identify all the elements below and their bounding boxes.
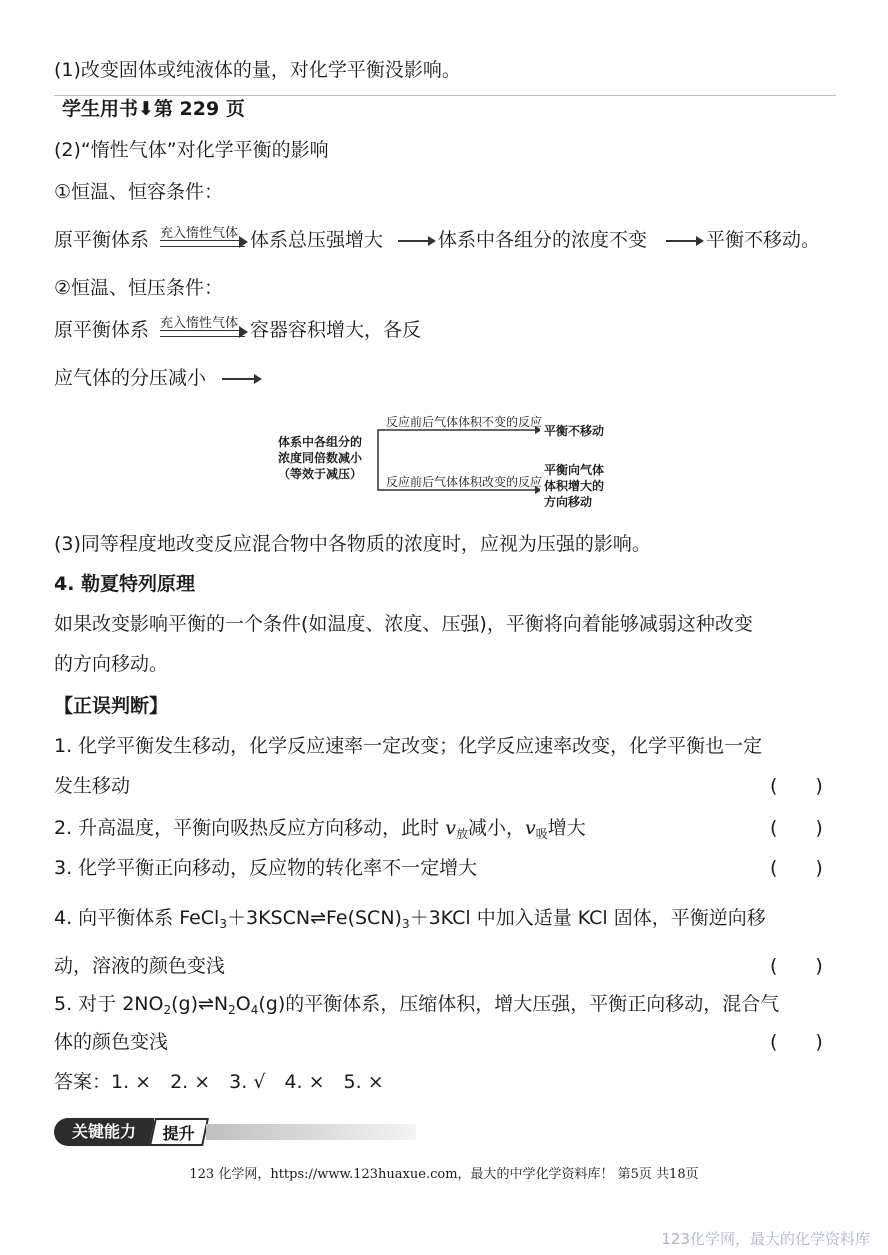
- diagram-left-line-2: 浓度同倍数减小: [278, 451, 363, 465]
- question-4-line-1: [54, 906, 766, 936]
- q4-text-c: Fe(SCN): [326, 907, 402, 929]
- diagram-top-label: 反应前后气体体积不变的反应: [386, 415, 543, 429]
- equilibrium-arrow-icon: ⇌: [198, 993, 214, 1015]
- q4-sub-a: 3: [219, 917, 227, 931]
- answer-line: 答案：1. × 2. × 3. √ 4. × 5. ×: [54, 1071, 384, 1093]
- diagram-left-line-3: （等效于减压）: [278, 467, 363, 481]
- answer-blank-4[interactable]: ( ): [770, 955, 823, 977]
- q5-sub-c1: 2: [228, 1003, 236, 1017]
- cond1-arrow-label: 充入惰性气体: [160, 226, 239, 241]
- watermark: 123化学网，最大的化学资料库: [661, 1230, 870, 1248]
- q4-sub-c: 3: [401, 917, 410, 931]
- judge-title: 【正误判断】: [54, 695, 169, 717]
- page-footer: 123 化学网，https://www.123huaxue.com，最大的中学化学资料库！ 第5页 共18页: [189, 1167, 699, 1182]
- question-5-line-2: 体的颜色变浅: [54, 1031, 169, 1053]
- q2-sub-absorb: 吸: [535, 827, 548, 841]
- header-rule: [54, 95, 836, 96]
- question-1-line-2: 发生移动: [54, 775, 131, 797]
- answer-blank-1[interactable]: ( ): [770, 775, 823, 797]
- cond2-line2: 应气体的分压减小: [54, 367, 207, 389]
- page-number: 第 229 页: [153, 98, 245, 120]
- q5-text-a: 5. 对于 2NO: [54, 993, 164, 1015]
- q5-text-d: (g)的平衡体系，压缩体积，增大压强，平衡正向移动，混合气: [258, 993, 780, 1015]
- q2-text-c: 增大: [547, 817, 586, 839]
- answer-blank-2[interactable]: ( ): [770, 817, 823, 839]
- answer-blank-5[interactable]: ( ): [770, 1031, 823, 1053]
- diagram-left-line-1: 体系中各组分的: [278, 435, 363, 449]
- cond2-mid: 容器容积增大，各反: [250, 319, 422, 341]
- section-2-title: (2)“惰性气体”对化学平衡的影响: [54, 139, 329, 161]
- q4-text-a: 4. 向平衡体系 FeCl: [54, 907, 220, 929]
- cond1-long-arrow-icon: [398, 240, 434, 242]
- q2-v-absorb: v: [524, 817, 536, 839]
- section-4-body-2: 的方向移动。: [54, 653, 169, 675]
- equilibrium-arrow-icon: ⇌: [310, 907, 326, 929]
- cond2-start: 原平衡体系: [54, 319, 150, 341]
- down-arrow-icon: ⬇: [138, 98, 154, 120]
- diagram-bottom-label: 反应前后气体体积改变的反应: [386, 475, 543, 489]
- q2-text-b: 减小，: [467, 817, 525, 839]
- diagram-bottom-result-3: 方向移动: [544, 495, 593, 509]
- q5-sub-c2: 4: [250, 1003, 259, 1017]
- section-3: (3)同等程度地改变反应混合物中各物质的浓度时，应视为压强的影响。: [54, 533, 651, 555]
- cond2-long-arrow-icon: [222, 378, 260, 380]
- cond1-start: 原平衡体系: [54, 229, 150, 251]
- cond2-arrow-icon: [160, 330, 245, 337]
- banner-right: [149, 1118, 209, 1146]
- cond2-arrow-label: 充入惰性气体: [160, 316, 239, 331]
- question-2: [54, 816, 586, 846]
- section-4-title: 4. 勒夏特列原理: [54, 573, 196, 595]
- q2-v-release: v: [445, 817, 456, 839]
- q2-text-a: 2. 升高温度，平衡向吸热反应方向移动，此时: [54, 817, 446, 839]
- condition-2: ②恒温、恒压条件：: [54, 277, 224, 299]
- page-ref: [62, 97, 245, 121]
- diagram-top-result: 平衡不移动: [544, 424, 605, 438]
- cond1-long-arrow-2-icon: [666, 240, 702, 242]
- question-3: 3. 化学平衡正向移动，反应物的转化率不一定增大: [54, 857, 478, 879]
- intro-line: (1)改变固体或纯液体的量，对化学平衡没影响。: [54, 59, 461, 81]
- diagram-bottom-result-2: 体积增大的: [544, 479, 605, 493]
- book-label: 学生用书: [62, 98, 139, 120]
- cond1-arrow-icon: [160, 240, 245, 247]
- question-1-line-1: 1. 化学平衡发生移动，化学反应速率一定改变；化学反应速率改变，化学平衡也一定: [54, 735, 763, 757]
- q5-text-b: (g): [171, 993, 198, 1015]
- banner-fade: [206, 1124, 416, 1140]
- section-4-body-1: 如果改变影响平衡的一个条件(如温度、浓度、压强)，平衡将向着能够减弱这种改变: [54, 613, 753, 635]
- condition-1: ①恒温、恒容条件：: [54, 181, 224, 203]
- q2-sub-release: 放: [455, 827, 468, 841]
- q5-text-c2: O: [235, 993, 251, 1015]
- cond1-end: 平衡不移动。: [706, 229, 821, 251]
- banner-right-label: 提升: [162, 1124, 195, 1143]
- q5-text-c: N: [213, 993, 229, 1015]
- section-banner: [54, 1118, 414, 1146]
- cond1-mid: 体系总压强增大: [250, 229, 384, 251]
- question-5-line-1: [54, 992, 779, 1022]
- diagram-bottom-result-1: 平衡向气体: [544, 463, 605, 477]
- q5-sub-a: 2: [163, 1003, 172, 1017]
- banner-left: 关键能力: [54, 1118, 154, 1146]
- answer-blank-3[interactable]: ( ): [770, 857, 823, 879]
- q4-text-b: ＋3KSCN: [226, 907, 311, 929]
- cond1-mid2: 体系中各组分的浓度不变: [438, 229, 648, 251]
- q4-text-d: ＋3KCl 中加入适量 KCl 固体，平衡逆向移: [409, 907, 766, 929]
- question-4-line-2: 动，溶液的颜色变浅: [54, 955, 226, 977]
